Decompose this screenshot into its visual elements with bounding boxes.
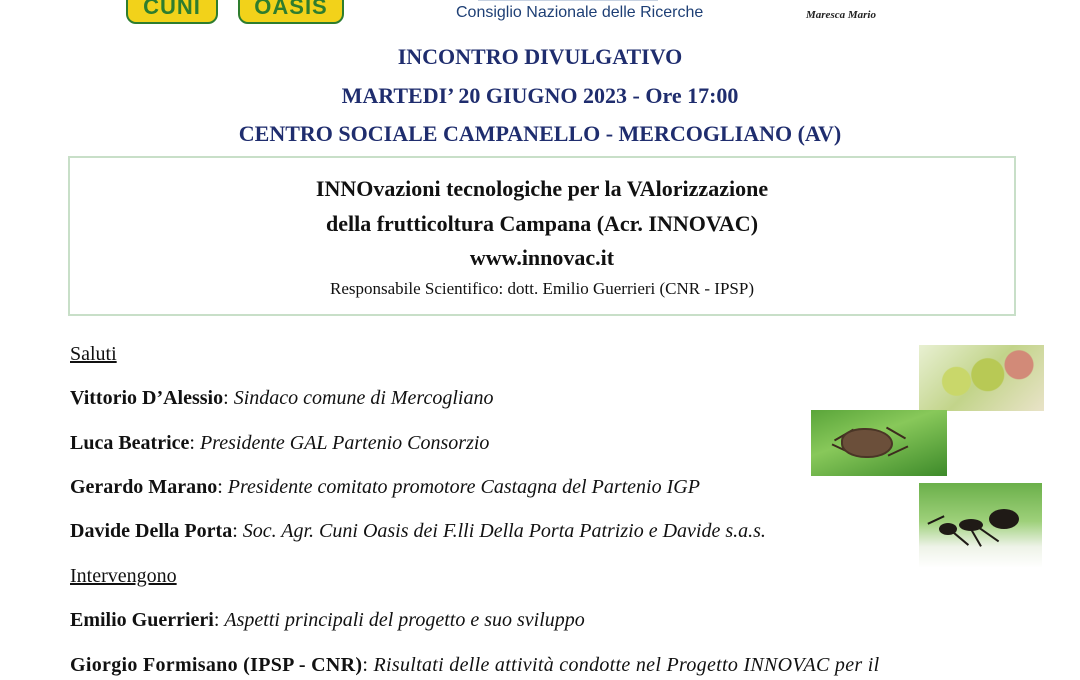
project-box: [68, 156, 1016, 316]
stink-bug-photo-icon: [811, 410, 947, 476]
event-type: INCONTRO DIVULGATIVO: [397, 44, 683, 69]
speaker-row: Gerardo Marano: Presidente comitato promotore Castagna del Partenio IGP: [70, 476, 700, 498]
speaker-role: Risultati delle attività condotte nel Progetto INNOVAC per il: [373, 654, 880, 676]
cnr-logo-text: Consiglio Nazionale delle Ricerche: [456, 4, 704, 21]
speaker-row: Luca Beatrice: Presidente GAL Partenio Consorzio: [70, 432, 490, 454]
project-responsible: Responsabile Scientifico: dott. Emilio Guerrieri (CNR - IPSP): [329, 279, 754, 298]
speaker-role: Soc. Agr. Cuni Oasis dei F.lli Della Porta Patrizio e Davide s.a.s.: [242, 520, 766, 542]
speaker-name: Giorgio Formisano (IPSP - CNR): [70, 654, 363, 676]
speaker-name: Emilio Guerrieri: [70, 609, 214, 631]
cuni-logo: [126, 0, 218, 24]
speaker-role: Sindaco comune di Mercogliano: [233, 387, 494, 409]
oasis-logo: [238, 0, 344, 24]
cnr-logo-mark: [478, 0, 658, 1]
speaker-role: Presidente GAL Partenio Consorzio: [199, 432, 490, 454]
speaker-row: Davide Della Porta: Soc. Agr. Cuni Oasis dei F.lli Della Porta Patrizio e Davide s.a.s.: [70, 520, 766, 542]
event-location: CENTRO SOCIALE CAMPANELLO - MERCOGLIANO (AV): [238, 121, 842, 146]
speaker-row: Emilio Guerrieri: Aspetti principali del progetto e suo sviluppo: [70, 609, 585, 631]
project-title-line1: INNOvazioni tecnologiche per la VAlorizzazione: [315, 176, 769, 201]
ant-photo-icon: [919, 483, 1042, 568]
speaker-role: Presidente comitato promotore Castagna del Partenio IGP: [227, 476, 700, 498]
maresca-logo-text: Maresca Mario: [806, 9, 876, 21]
speaker-name: Davide Della Porta: [70, 520, 233, 542]
ant-abdomen: [989, 509, 1019, 529]
speaker-role: Aspetti principali del progetto e suo sviluppo: [224, 609, 585, 631]
speaker-row: Giorgio Formisano (IPSP - CNR): Risultati delle attività condotte nel Progetto INNOVAC per il: [70, 654, 880, 676]
speaker-row: Vittorio D’Alessio: Sindaco comune di Mercogliano: [70, 387, 494, 409]
fruit-photo-icon: [919, 345, 1044, 411]
ant-leg: [951, 530, 969, 546]
event-date: MARTEDI’ 20 GIUGNO 2023 - Ore 17:00: [341, 83, 739, 108]
speaker-name: Vittorio D’Alessio: [70, 387, 224, 409]
project-title-line2: della frutticoltura Campana (Acr. INNOVAC): [325, 211, 759, 236]
speaker-name: Gerardo Marano: [70, 476, 218, 498]
project-website[interactable]: www.innovac.it: [469, 245, 615, 270]
saluti-heading: Saluti: [70, 343, 117, 365]
cuni-logo-text: CUNI: [143, 0, 201, 19]
oasis-logo-text: OASIS: [254, 0, 328, 19]
bug-body: [841, 428, 893, 458]
ant-leg: [977, 526, 999, 543]
speaker-name: Luca Beatrice: [70, 432, 190, 454]
interventi-heading: Intervengono: [70, 565, 177, 587]
